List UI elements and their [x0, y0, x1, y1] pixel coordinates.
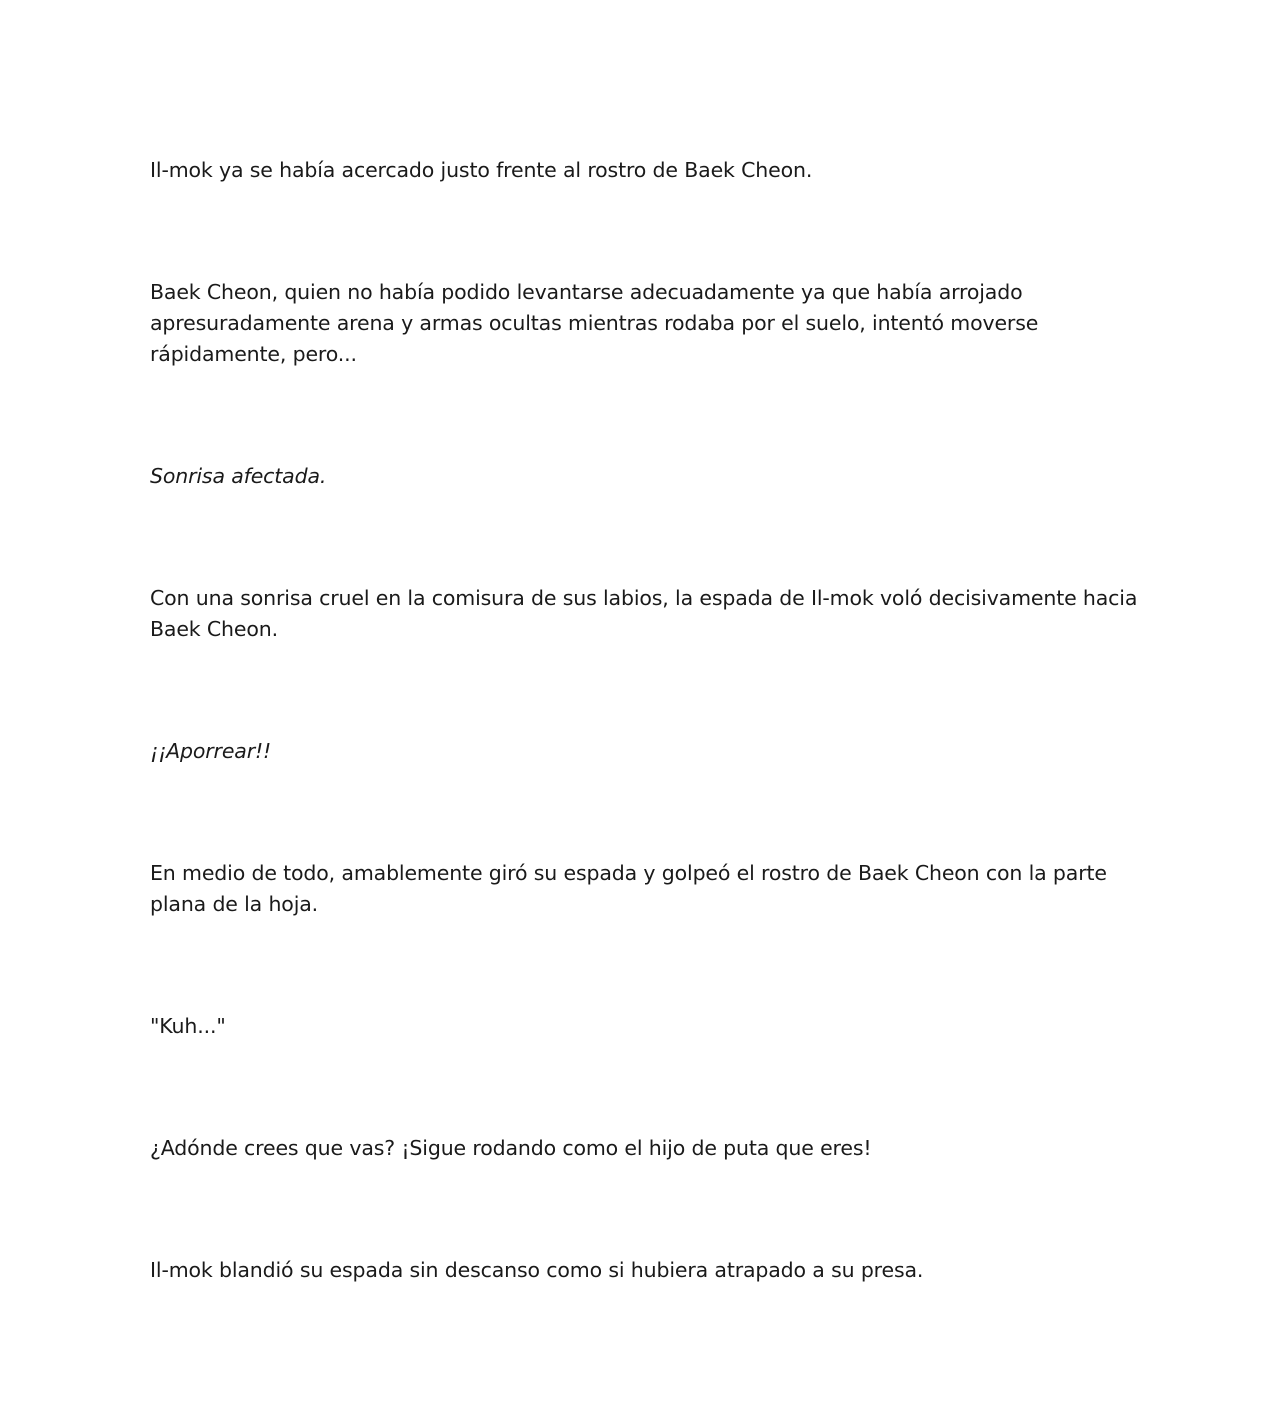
paragraph-narration: Il-mok blandió su espada sin descanso como si hubiera atrapado a su presa. — [150, 1258, 924, 1282]
paragraph-dialogue: "Kuh..." — [150, 1014, 226, 1038]
paragraph-sound-effect: Sonrisa afectada. — [150, 464, 327, 488]
paragraph-sound-effect: ¡¡Aporrear!! — [150, 739, 272, 763]
paragraph-narration: Con una sonrisa cruel en la comisura de sus labios, la espada de Il-mok voló decisivamente hacia Baek Cheon. — [150, 586, 1138, 641]
paragraph-dialogue: ¿Adónde crees que vas? ¡Sigue rodando como el hijo de puta que eres! — [150, 1136, 872, 1160]
paragraph-narration: Il-mok ya se había acercado justo frente al rostro de Baek Cheon. — [150, 158, 813, 182]
paragraph-narration: Baek Cheon, quien no había podido levantarse adecuadamente ya que había arrojado apresuradamente arena y armas ocultas mientras rodaba por el suelo, intentó moverse rápidamente, pero... — [150, 280, 1039, 366]
paragraph-narration: En medio de todo, amablemente giró su espada y golpeó el rostro de Baek Cheon con la parte plana de la hoja. — [150, 861, 1107, 916]
